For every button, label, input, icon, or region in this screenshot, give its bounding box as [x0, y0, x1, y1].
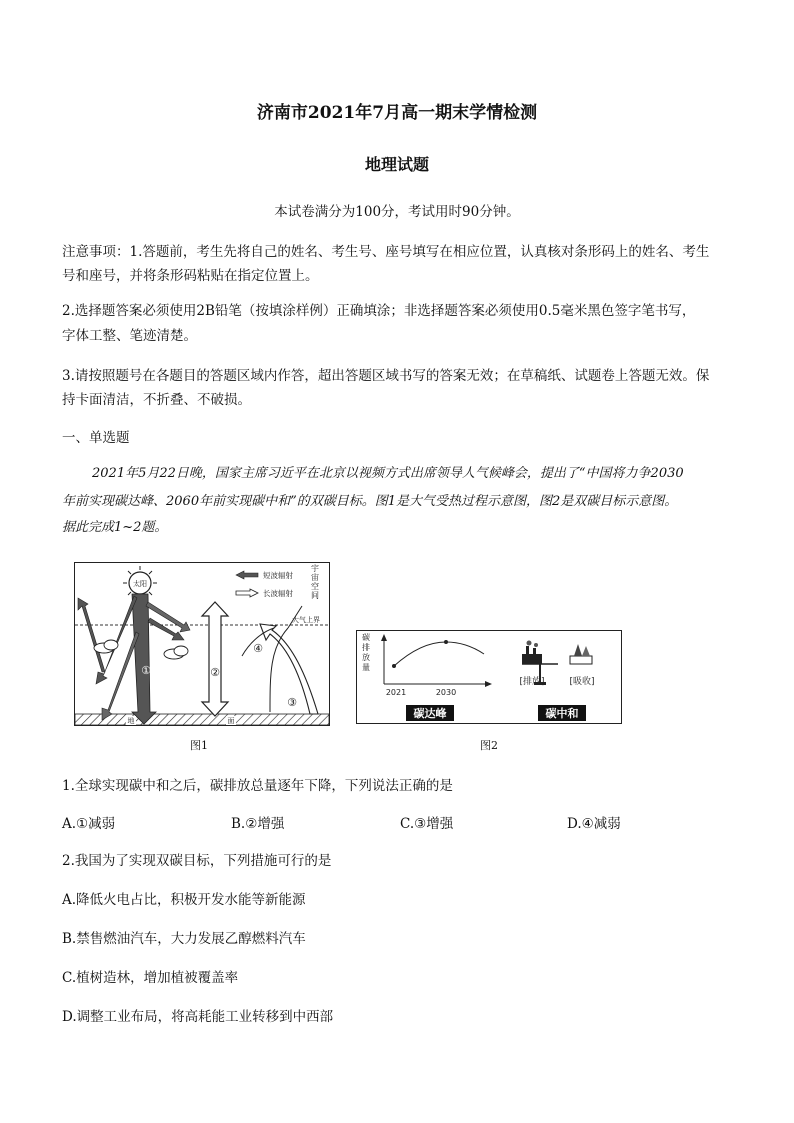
neutral-label: 碳中和 [545, 707, 579, 720]
absorb-label: [吸收] [569, 677, 595, 687]
curve-peak-point [444, 640, 448, 644]
note-3-line-2: 持卡面清洁，不折叠、不破损。 [62, 392, 251, 408]
figure-1-caption: 图1 [190, 739, 208, 752]
question-2-stem: 2.我国为了实现双碳目标，下列措施可行的是 [62, 853, 332, 869]
ground-label-right: 面 [227, 717, 235, 725]
sun-label: 太阳 [133, 580, 147, 588]
question-1-stem: 1.全球实现碳中和之后，碳排放总量逐年下降，下列说法正确的是 [62, 778, 453, 794]
legend-long-wave-label: 长波辐射 [263, 589, 293, 598]
question-2-option-b: B.禁售燃油汽车，大力发展乙醇燃料汽车 [62, 931, 306, 947]
peak-label: 碳达峰 [413, 707, 447, 720]
figure-2-caption: 图2 [480, 739, 498, 752]
marker-4: ④ [253, 642, 263, 655]
figure-1-diagram [74, 562, 330, 726]
space-label: 宇宙空间 [311, 564, 319, 600]
question-1-option-d: D.④减弱 [567, 816, 621, 832]
ground-hatch [75, 714, 329, 725]
x-tick-2030: 2030 [435, 688, 457, 697]
question-1-option-b: B.②增强 [231, 816, 285, 832]
question-2-option-d: D.调整工业布局，将高耗能工业转移到中西部 [62, 1009, 334, 1025]
passage-line-1: 2021年5月22日晚，国家主席习近平在北京以视频方式出席领导人气候峰会，提出了“中国将力争2030 [92, 466, 684, 481]
note-1-line-2: 号和座号，并将条形码粘贴在指定位置上。 [62, 268, 319, 284]
question-1-option-a: A.①减弱 [62, 816, 116, 832]
exam-title: 济南市2021年7月高一期末学情检测 [256, 103, 538, 123]
score-info: 本试卷满分为100分，考试用时90分钟。 [274, 204, 520, 220]
question-2-option-a: A.降低火电占比，积极开发水能等新能源 [62, 892, 306, 908]
y-axis-label: 碳排放量 [362, 633, 370, 672]
note-2-line-1: 2.选择题答案必须使用2B铅笔（按填涂样例）正确填涂；非选择题答案必须使用0.5毫米黑色签字笔书写， [62, 303, 696, 319]
note-2-line-2: 字体工整、笔迹清楚。 [62, 328, 197, 344]
question-1-option-c: C.③增强 [400, 816, 454, 832]
question-2-option-c: C.植树造林，增加植被覆盖率 [62, 970, 239, 986]
note-3-line-1: 3.请按照题号在各题目的答题区域内作答，超出答题区域书写的答案无效；在草稿纸、试题卷上答题无效。保 [62, 368, 710, 384]
x-tick-2021: 2021 [385, 688, 407, 697]
note-1-line-1: 注意事项：1.答题前，考生先将自己的姓名、考生号、座号填写在相应位置，认真核对条形码上的姓名、考生 [62, 244, 710, 260]
passage-line-3: 据此完成1~2题。 [62, 520, 168, 535]
curve-start-point [392, 664, 396, 668]
section-title: 一、单选题 [62, 430, 130, 446]
subject-title: 地理试题 [364, 155, 429, 174]
emit-label: [排放] [519, 677, 545, 687]
marker-3: ③ [287, 696, 297, 709]
passage-line-2: 年前实现碳达峰、2060年前实现碳中和”的双碳目标。图1是大气受热过程示意图，图2是双碳目标示意图。 [62, 494, 678, 509]
marker-2: ② [210, 666, 220, 679]
ground-label-left: 地 [127, 717, 135, 725]
atmosphere-boundary-label: 大气上界 [292, 616, 320, 624]
legend-short-wave-label: 短波辐射 [263, 571, 293, 580]
marker-1: ① [141, 664, 151, 677]
figure-2-diagram [356, 630, 622, 724]
